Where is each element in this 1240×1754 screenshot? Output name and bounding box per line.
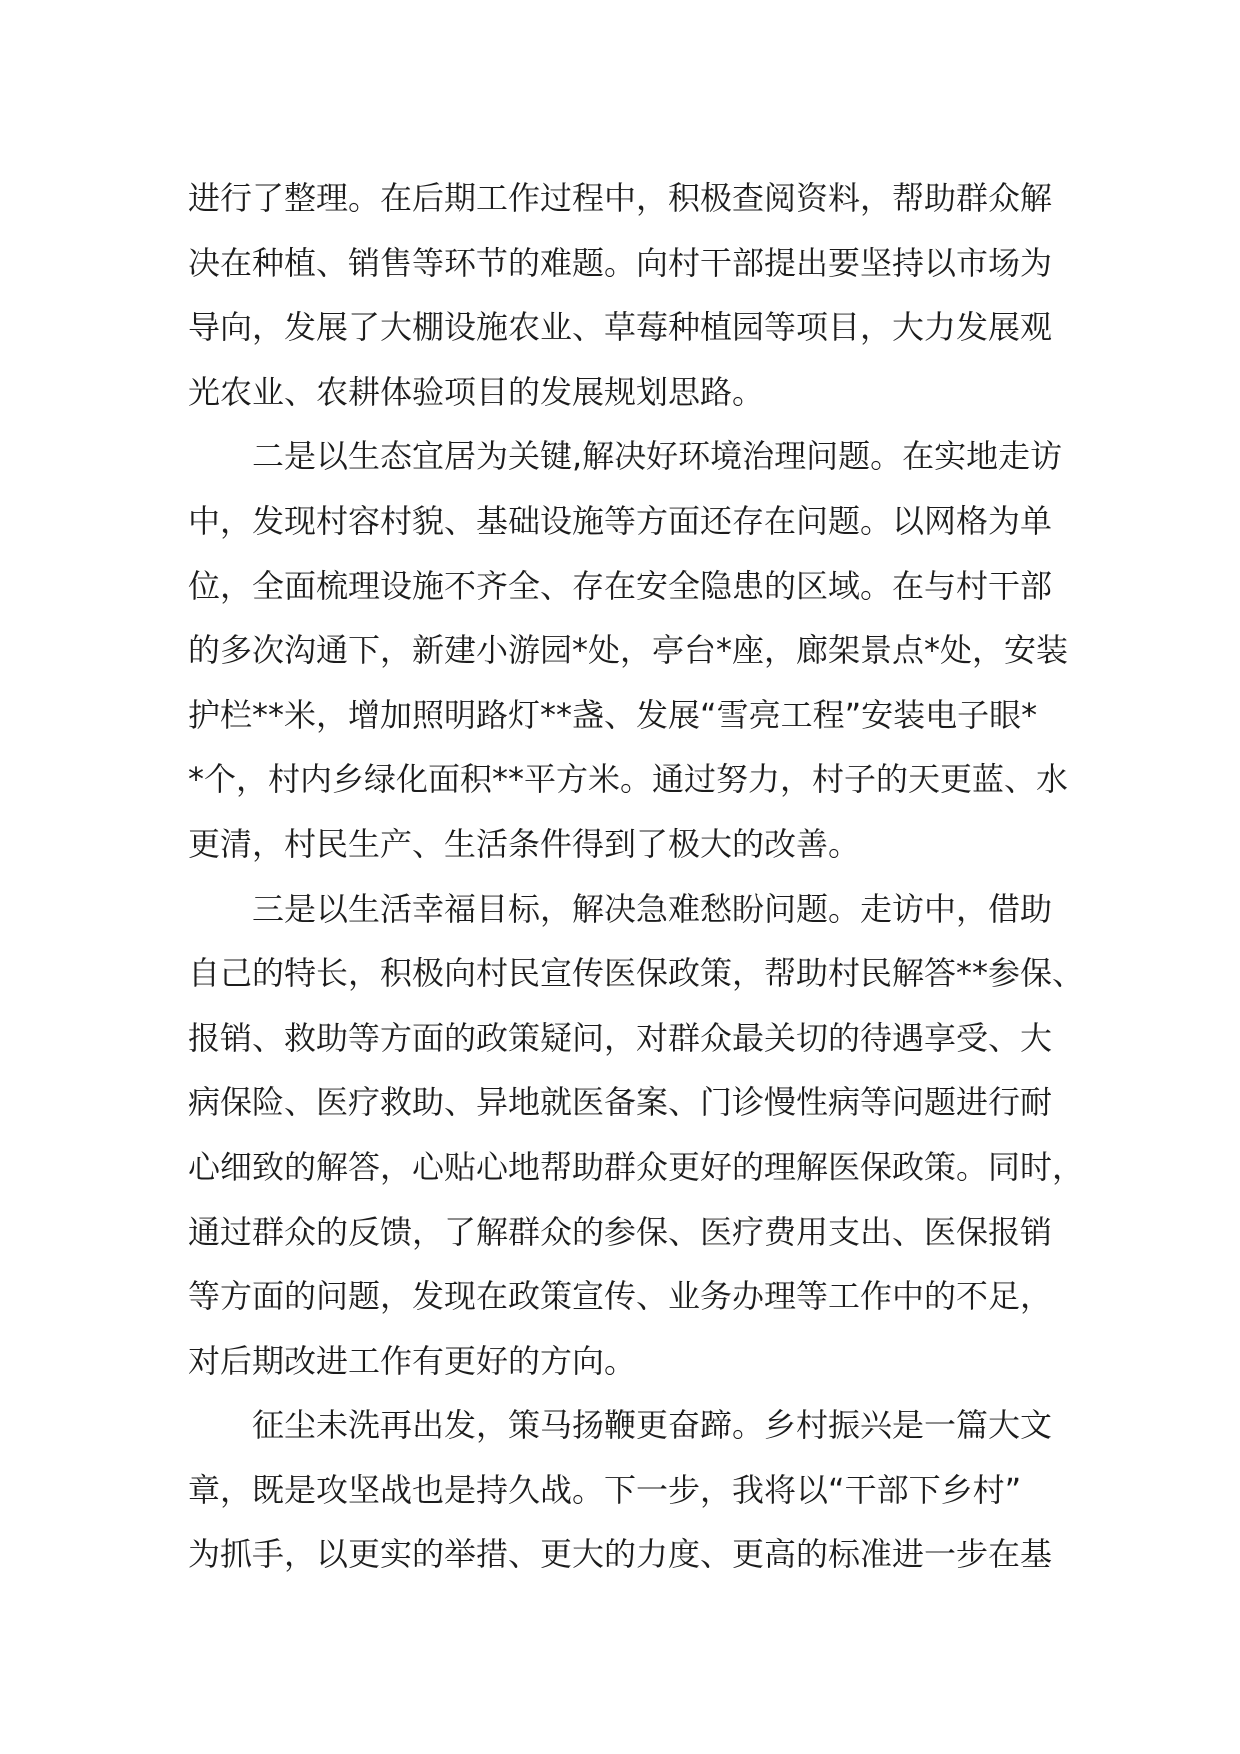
text-line: 导向，发展了大棚设施农业、草莓种植园等项目，大力发展观 [188, 308, 1053, 347]
text-line: 进行了整理。在后期工作过程中，积极查阅资料，帮助群众解 [188, 179, 1053, 217]
text-line: 病保险、医疗救助、异地就医备案、门诊慢性病等问题进行耐 [188, 1083, 1053, 1122]
paragraph-ecological-livability [188, 424, 1088, 876]
text-line: 位，全面梳理设施不齐全、存在安全隐患的区域。在与村干部 [188, 566, 1053, 605]
text-line: 通过群众的反馈，了解群众的参保、医疗费用支出、医保报销 [188, 1212, 1053, 1251]
paragraph-happy-life [188, 877, 1088, 1394]
text-line: 为抓手，以更实的举措、更大的力度、更高的标准进一步在基 [188, 1535, 1053, 1574]
text-line: 护栏**米，增加照明路灯**盏、发展“雪亮工程”安装电子眼* [188, 695, 1038, 734]
text-line: 心细致的解答，心贴心地帮助群众更好的理解医保政策。同时， [188, 1147, 1085, 1186]
text-line: *个，村内乡绿化面积**平方米。通过努力，村子的天更蓝、水 [188, 760, 1069, 799]
text-line: 自己的特长，积极向村民宣传医保政策，帮助村民解答**参保、 [188, 954, 1085, 993]
text-line: 的多次沟通下，新建小游园*处，亭台*座，廊架景点*处，安装 [188, 631, 1069, 670]
text-line: 三是以生活幸福目标，解决急难愁盼问题。走访中，借助 [252, 889, 1053, 928]
text-line: 章，既是攻坚战也是持久战。下一步，我将以“干部下乡村” [188, 1470, 1022, 1509]
text-line: 决在种植、销售等环节的难题。向村干部提出要坚持以市场为 [188, 243, 1053, 282]
paragraph-continuation [188, 166, 1088, 424]
text-line: 报销、救助等方面的政策疑问，对群众最关切的待遇享受、大 [188, 1018, 1053, 1057]
text-line: 光农业、农耕体验项目的发展规划思路。 [188, 372, 765, 411]
text-line: 征尘未洗再出发，策马扬鞭更奋蹄。乡村振兴是一篇大文 [252, 1406, 1053, 1445]
text-line: 对后期改进工作有更好的方向。 [188, 1341, 637, 1380]
text-line: 更清，村民生产、生活条件得到了极大的改善。 [188, 824, 861, 863]
text-line: 等方面的问题，发现在政策宣传、业务办理等工作中的不足， [188, 1277, 1053, 1316]
text-line: 中，发现村容村貌、基础设施等方面还存在问题。以网格为单 [188, 501, 1053, 540]
paragraph-next-steps [188, 1393, 1088, 1587]
text-line: 二是以生态宜居为关键,解决好环境治理问题。在实地走访 [252, 437, 1063, 476]
document-body [188, 166, 1088, 1587]
